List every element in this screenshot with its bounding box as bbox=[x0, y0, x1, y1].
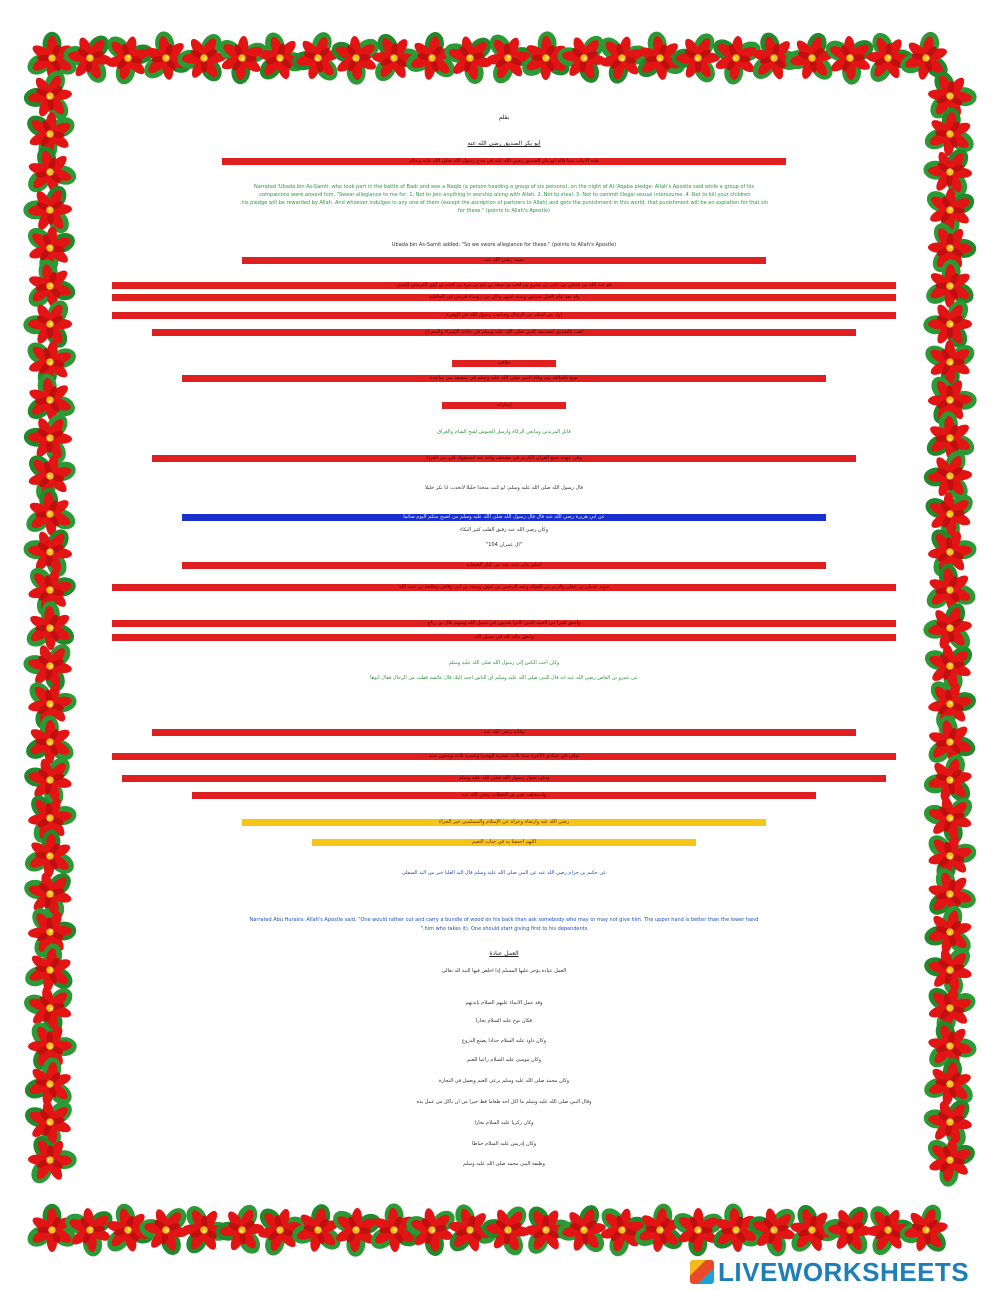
document-line bbox=[95, 1018, 913, 1028]
document-line bbox=[95, 839, 913, 849]
line-text: قاتل المرتدين ومانعي الزكاة وأرسل الجيوش لفتح الشام والعراق bbox=[437, 429, 571, 435]
document-line bbox=[95, 926, 913, 936]
line-text: Narrated 'Ubada bin As-Samit: who took part in the battle of Badr and was a Naqib (a person heading a group of six persons), on the night of Al-'Aqaba pledge: Allah's Apostle said while a group of his bbox=[253, 184, 755, 190]
line-text: وكان موسى عليه السلام راعيا للغنم bbox=[466, 1057, 542, 1063]
document-line bbox=[95, 485, 913, 495]
poinsettia-icon bbox=[921, 339, 978, 388]
line-text: هو عبد الله بن عثمان بن عامر بن عمرو بن كعب بن سعد بن تيم بن مرة بن كعب بن لؤي القرشي التيمي bbox=[112, 282, 896, 289]
liveworksheets-logo-icon bbox=[690, 1260, 714, 1284]
liveworksheets-logo[interactable] bbox=[690, 1258, 969, 1286]
document-line bbox=[95, 660, 913, 670]
document-line bbox=[95, 455, 913, 465]
line-text: عن عمرو بن العاص رضي الله عنه أنه قال للنبي صلى الله عليه وسلم أي الناس أحب إليك قال عائشة فقلت من الرجال فقال أبوها bbox=[370, 675, 638, 681]
line-text: هذه الأبيات مما قاله أبو بكر الصديق رضي الله عنه في مدح رسول الله صلى الله عليه وسلم bbox=[222, 158, 786, 165]
document-line bbox=[95, 542, 913, 552]
line-text: وفي عهده جمع القرآن الكريم في مصحف واحد بعد استشهاد كثير من القراء bbox=[152, 455, 856, 462]
line-text: بويع بالخلافة يوم وفاة النبي صلى الله عليه وسلم في سقيفة بني ساعدة bbox=[182, 375, 826, 382]
line-text: عن حكيم بن حزام رضي الله عنه عن النبي صلى الله عليه وسلم قال اليد العليا خير من اليد السفلى bbox=[401, 870, 607, 876]
document-line bbox=[95, 208, 913, 218]
logo-text: LIVEWORKSHEETS bbox=[718, 1256, 970, 1287]
line-text: قال رسول الله صلى الله عليه وسلم: لو كنت متخذا خليلا لاتخذت أبا بكر خليلا bbox=[424, 485, 584, 491]
document-line bbox=[95, 312, 913, 322]
document-line bbox=[95, 675, 913, 685]
line-text: وكان إدريس عليه السلام خياطا bbox=[471, 1141, 537, 1147]
document-line bbox=[95, 584, 913, 594]
line-text: for these." (points to Allah's Apostle) bbox=[458, 208, 550, 214]
document-line bbox=[95, 514, 913, 524]
document-line bbox=[95, 158, 913, 168]
line-text: وكان محمد صلى الله عليه وسلم يرعى الغنم ويعمل في التجارة bbox=[438, 1078, 570, 1084]
line-text: companions were around him, "Swear allegiance to me for: 1. Not to join anything in worship along with Allah. 2. Not to steal. 3. Not to commit illegal sexual intercourse. 4. Not to kill your children. bbox=[257, 192, 751, 198]
poinsettia-icon bbox=[22, 408, 73, 467]
line-text: واستخلف عمر بن الخطاب رضي الله عنه bbox=[192, 792, 816, 799]
line-text: وفاته رضي الله عنه bbox=[152, 729, 856, 736]
document-line bbox=[95, 634, 913, 644]
document-line bbox=[95, 1120, 913, 1130]
document-line bbox=[95, 242, 913, 252]
line-text: أول من أسلم من الرجال وصاحب رسول الله في الهجرة bbox=[112, 312, 896, 319]
line-text: إنجازاته bbox=[442, 402, 566, 409]
poinsettia-icon bbox=[20, 828, 80, 880]
poinsettia-icon bbox=[920, 105, 980, 158]
document-line bbox=[95, 792, 913, 802]
line-text: توفي في جمادى الآخرة سنة ثلاث عشرة للهجرة وعمره ثلاث وستون سنة bbox=[112, 753, 896, 760]
document-line bbox=[95, 1038, 913, 1048]
document-line bbox=[95, 870, 913, 880]
line-text: وكان زكريا عليه السلام نجارا bbox=[474, 1120, 534, 1126]
line-text: لقب بالصديق لتصديقه النبي صلى الله عليه وسلم في حادثة الإسراء والمعراج bbox=[152, 329, 856, 336]
top-mark: بقلم bbox=[498, 114, 510, 121]
line-text: ولد بعد عام الفيل بسنتين وستة أشهر وكان من رؤساء قريش في الجاهلية bbox=[112, 294, 896, 301]
document-line bbox=[95, 1141, 913, 1151]
poinsettia-icon bbox=[671, 29, 720, 86]
line-text: وأنفق ماله كله في سبيل الله bbox=[112, 634, 896, 641]
document-line bbox=[95, 1078, 913, 1088]
line-text: منهم عثمان بن عفان والزبير بن العوام وعبد الرحمن بن عوف وسعد بن أبي وقاص وطلحة بن عبيد الله bbox=[112, 584, 896, 591]
document-line bbox=[95, 329, 913, 339]
document-line bbox=[95, 950, 913, 959]
document-line bbox=[95, 620, 913, 630]
line-text: فكان نوح عليه السلام نجارا bbox=[475, 1018, 533, 1024]
document-title: أبو بكر الصديق رضي الله عنه bbox=[467, 140, 541, 147]
line-text: وظيفة النبي محمد صلى الله عليه وسلم bbox=[463, 1161, 545, 1167]
line-text: Narrated Abu Huraira: Allah's Apostle said, "One would rather cut and carry a bundle of wood on his back than ask somebody who may or may not give him. The upper hand is better than the lower hand bbox=[249, 917, 759, 923]
line-text: رضي الله عنه وأرضاه وجزاه عن الإسلام والمسلمين خير الجزاء bbox=[242, 819, 766, 826]
document-line bbox=[95, 402, 913, 412]
document-line bbox=[95, 375, 913, 385]
line-text: ودفن بجوار رسول الله صلى الله عليه وسلم bbox=[122, 775, 886, 782]
document-line bbox=[95, 360, 913, 370]
document-line bbox=[95, 968, 913, 978]
line-text: وكان أحب الناس إلى رسول الله صلى الله عليه وسلم bbox=[448, 660, 560, 666]
line-text: وكان داود عليه السلام حدادا يصنع الدروع bbox=[461, 1038, 547, 1044]
line-text: خلافته bbox=[452, 360, 556, 367]
document-line bbox=[95, 527, 913, 537]
document-line bbox=[95, 282, 913, 292]
line-text: وكان رضي الله عنه رقيق القلب كثير البكاء bbox=[459, 527, 549, 533]
line-text: Ubada bin As-Samit added: "So we swore allegiance for these." (points to Allah's Apostle) bbox=[391, 242, 617, 248]
document-line bbox=[95, 1057, 913, 1067]
document-line bbox=[95, 562, 913, 572]
line-text: وأعتق كثيرا من العبيد الذين كانوا يعذبون في سبيل الله ومنهم بلال بن رباح bbox=[112, 620, 896, 627]
poinsettia-icon bbox=[918, 1053, 982, 1110]
document-line bbox=[95, 775, 913, 785]
document-line bbox=[95, 1000, 913, 1010]
document-body bbox=[95, 92, 913, 1242]
line-text: العمل عبادة bbox=[489, 950, 519, 957]
document-line bbox=[95, 753, 913, 763]
document-line bbox=[95, 1161, 913, 1171]
line-text: أسلم على يديه عدد من كبار الصحابة bbox=[182, 562, 826, 569]
line-text: اللهم اجمعنا به في جنات النعيم bbox=[312, 839, 696, 846]
document-line bbox=[95, 819, 913, 829]
document-line bbox=[95, 729, 913, 739]
poinsettia-icon bbox=[20, 485, 80, 538]
line-text: عن أبي هريرة رضي الله عنه قال قال رسول الله صلى الله عليه وسلم من أصبح منكم اليوم صائما bbox=[182, 514, 826, 521]
document-line bbox=[95, 1099, 913, 1109]
line-text: وقال النبي صلى الله عليه وسلم ما أكل أحد طعاما قط خيرا من أن يأكل من عمل يده bbox=[416, 1099, 592, 1105]
line-text: وقد عمل الأنبياء عليهم السلام بأيديهم bbox=[465, 1000, 543, 1006]
line-text: his pledge will be rewarded by Allah. And whoever indulges in any one of them (except the ascription of partners to Allah) and gets the punishment in this world, that punishment will be an expiation for that sin. bbox=[239, 200, 769, 206]
line-text: him who takes it). One should start giving first to his dependents." bbox=[420, 926, 588, 932]
document-line bbox=[95, 257, 913, 267]
line-text: العمل عبادة يؤجر عليها المسلم إذا أخلص فيها النية لله تعالى bbox=[441, 968, 567, 974]
document-line bbox=[95, 294, 913, 304]
document-line bbox=[95, 429, 913, 439]
line-text: نسبه رضي الله عنه bbox=[242, 257, 766, 264]
poinsettia-icon bbox=[287, 26, 345, 91]
line-text: "آل عمران 104" bbox=[485, 542, 523, 548]
